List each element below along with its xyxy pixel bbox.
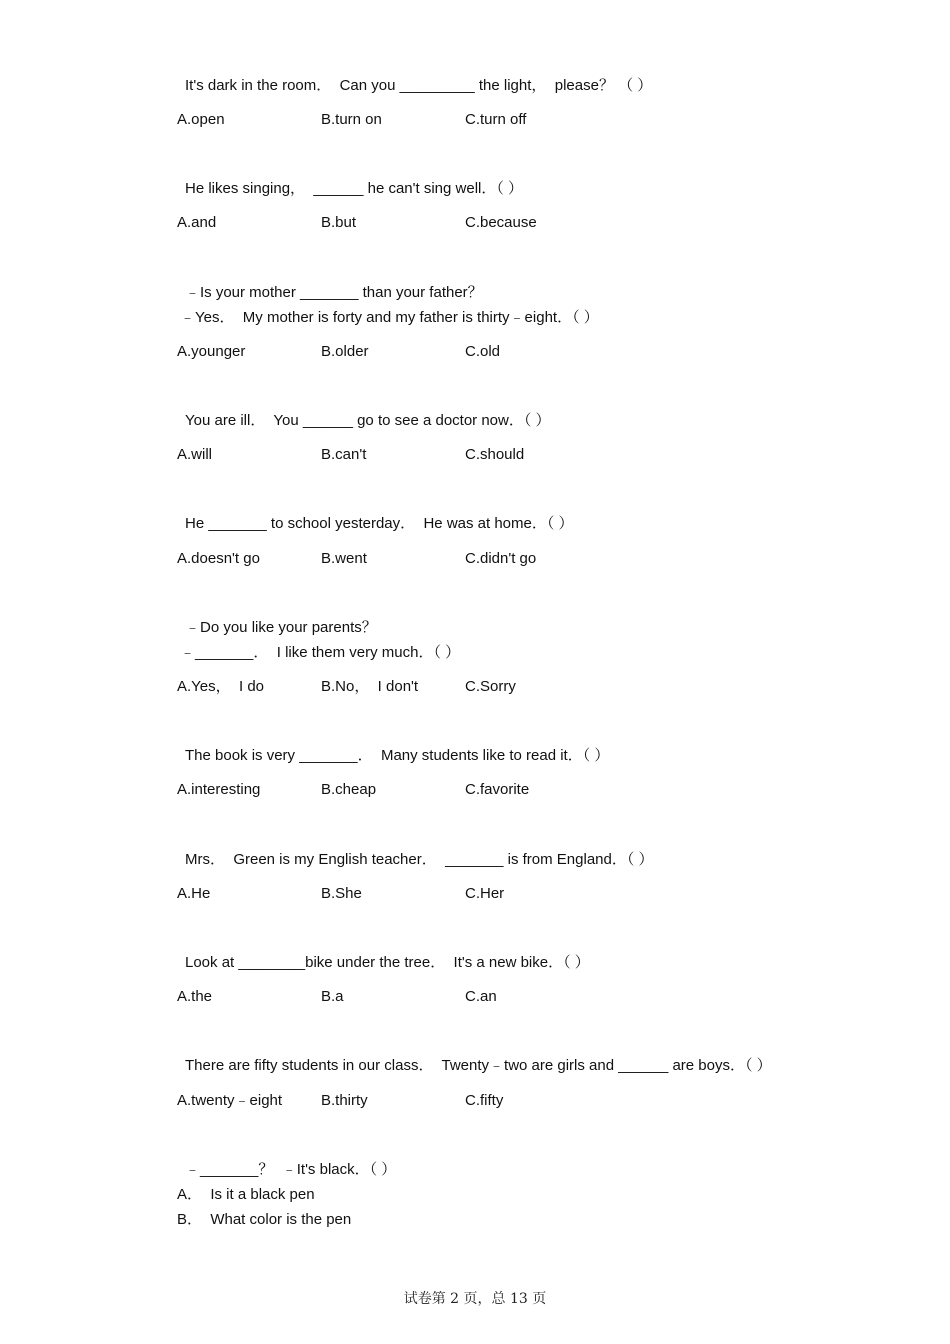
question-stem: He likes singing， ______ he can't sing well．（ ） (185, 180, 524, 197)
option-a: A.open (177, 111, 225, 128)
option-a: A.interesting (177, 781, 261, 798)
question-stem-line-2: ﹣_______． I like them very much．（ ） (180, 644, 461, 661)
option-c: C.favorite (465, 781, 530, 798)
option-a: A.will (177, 446, 213, 463)
option-b: B.went (321, 550, 367, 567)
option-b: B.older (321, 343, 369, 360)
question-stem: You are ill． You ______ go to see a doctor now．（ ） (185, 412, 551, 429)
option-a: A.Yes， I do (177, 678, 264, 695)
option-c: C.an (465, 988, 497, 1005)
option-b: B.but (321, 214, 357, 231)
question-stem: There are fifty students in our class． Twenty﹣two are girls and ______ are boys．（ ） (185, 1057, 772, 1074)
question-stem: ﹣Do you like your parents？ (185, 619, 377, 636)
question-stem: Mrs． Green is my English teacher． _______ is from England．（ ） (185, 851, 654, 868)
question-stem: ﹣_______？ ﹣It's black．（ ） (185, 1161, 397, 1178)
option-a: A.the (177, 988, 213, 1005)
option-a: A.He (177, 885, 211, 902)
question-stem: Look at ________bike under the tree． It's a new bike．（ ） (185, 954, 590, 971)
option-c: C.Sorry (465, 678, 516, 695)
option-a: A.and (177, 214, 217, 231)
option-c: C.turn off (465, 111, 527, 128)
option-b: B.a (321, 988, 344, 1005)
question-stem: The book is very _______． Many students like to read it．（ ） (185, 747, 610, 764)
question-stem-line-2: ﹣Yes． My mother is forty and my father is thirty﹣eight．（ ） (180, 309, 599, 326)
option-b: B.turn on (321, 111, 382, 128)
question-stem: ﹣Is your mother _______ than your father？ (185, 284, 483, 301)
page-footer: 试卷第 2 页，总 13 页 (403, 1291, 547, 1307)
option-a: A.twenty﹣eight (177, 1092, 283, 1109)
option-a: A． Is it a black pen (177, 1186, 315, 1203)
option-b: B.can't (321, 446, 367, 463)
option-a: A.younger (177, 343, 246, 360)
option-b: B.thirty (321, 1092, 368, 1109)
question-stem: It's dark in the room． Can you _________ the light， please？ （ ） (185, 77, 653, 94)
option-a: A.doesn't go (177, 550, 260, 567)
option-b: B.cheap (321, 781, 377, 798)
question-stem: He _______ to school yesterday． He was at home．（ ） (185, 515, 574, 532)
option-b: B.No， I don't (321, 678, 419, 695)
option-c: C.didn't go (465, 550, 537, 567)
option-c: C.old (465, 343, 501, 360)
option-b: B.She (321, 885, 362, 902)
option-c: C.Her (465, 885, 505, 902)
option-c: C.because (465, 214, 537, 231)
option-c: C.should (465, 446, 525, 463)
option-b: B． What color is the pen (177, 1211, 352, 1228)
option-c: C.fifty (465, 1092, 504, 1109)
